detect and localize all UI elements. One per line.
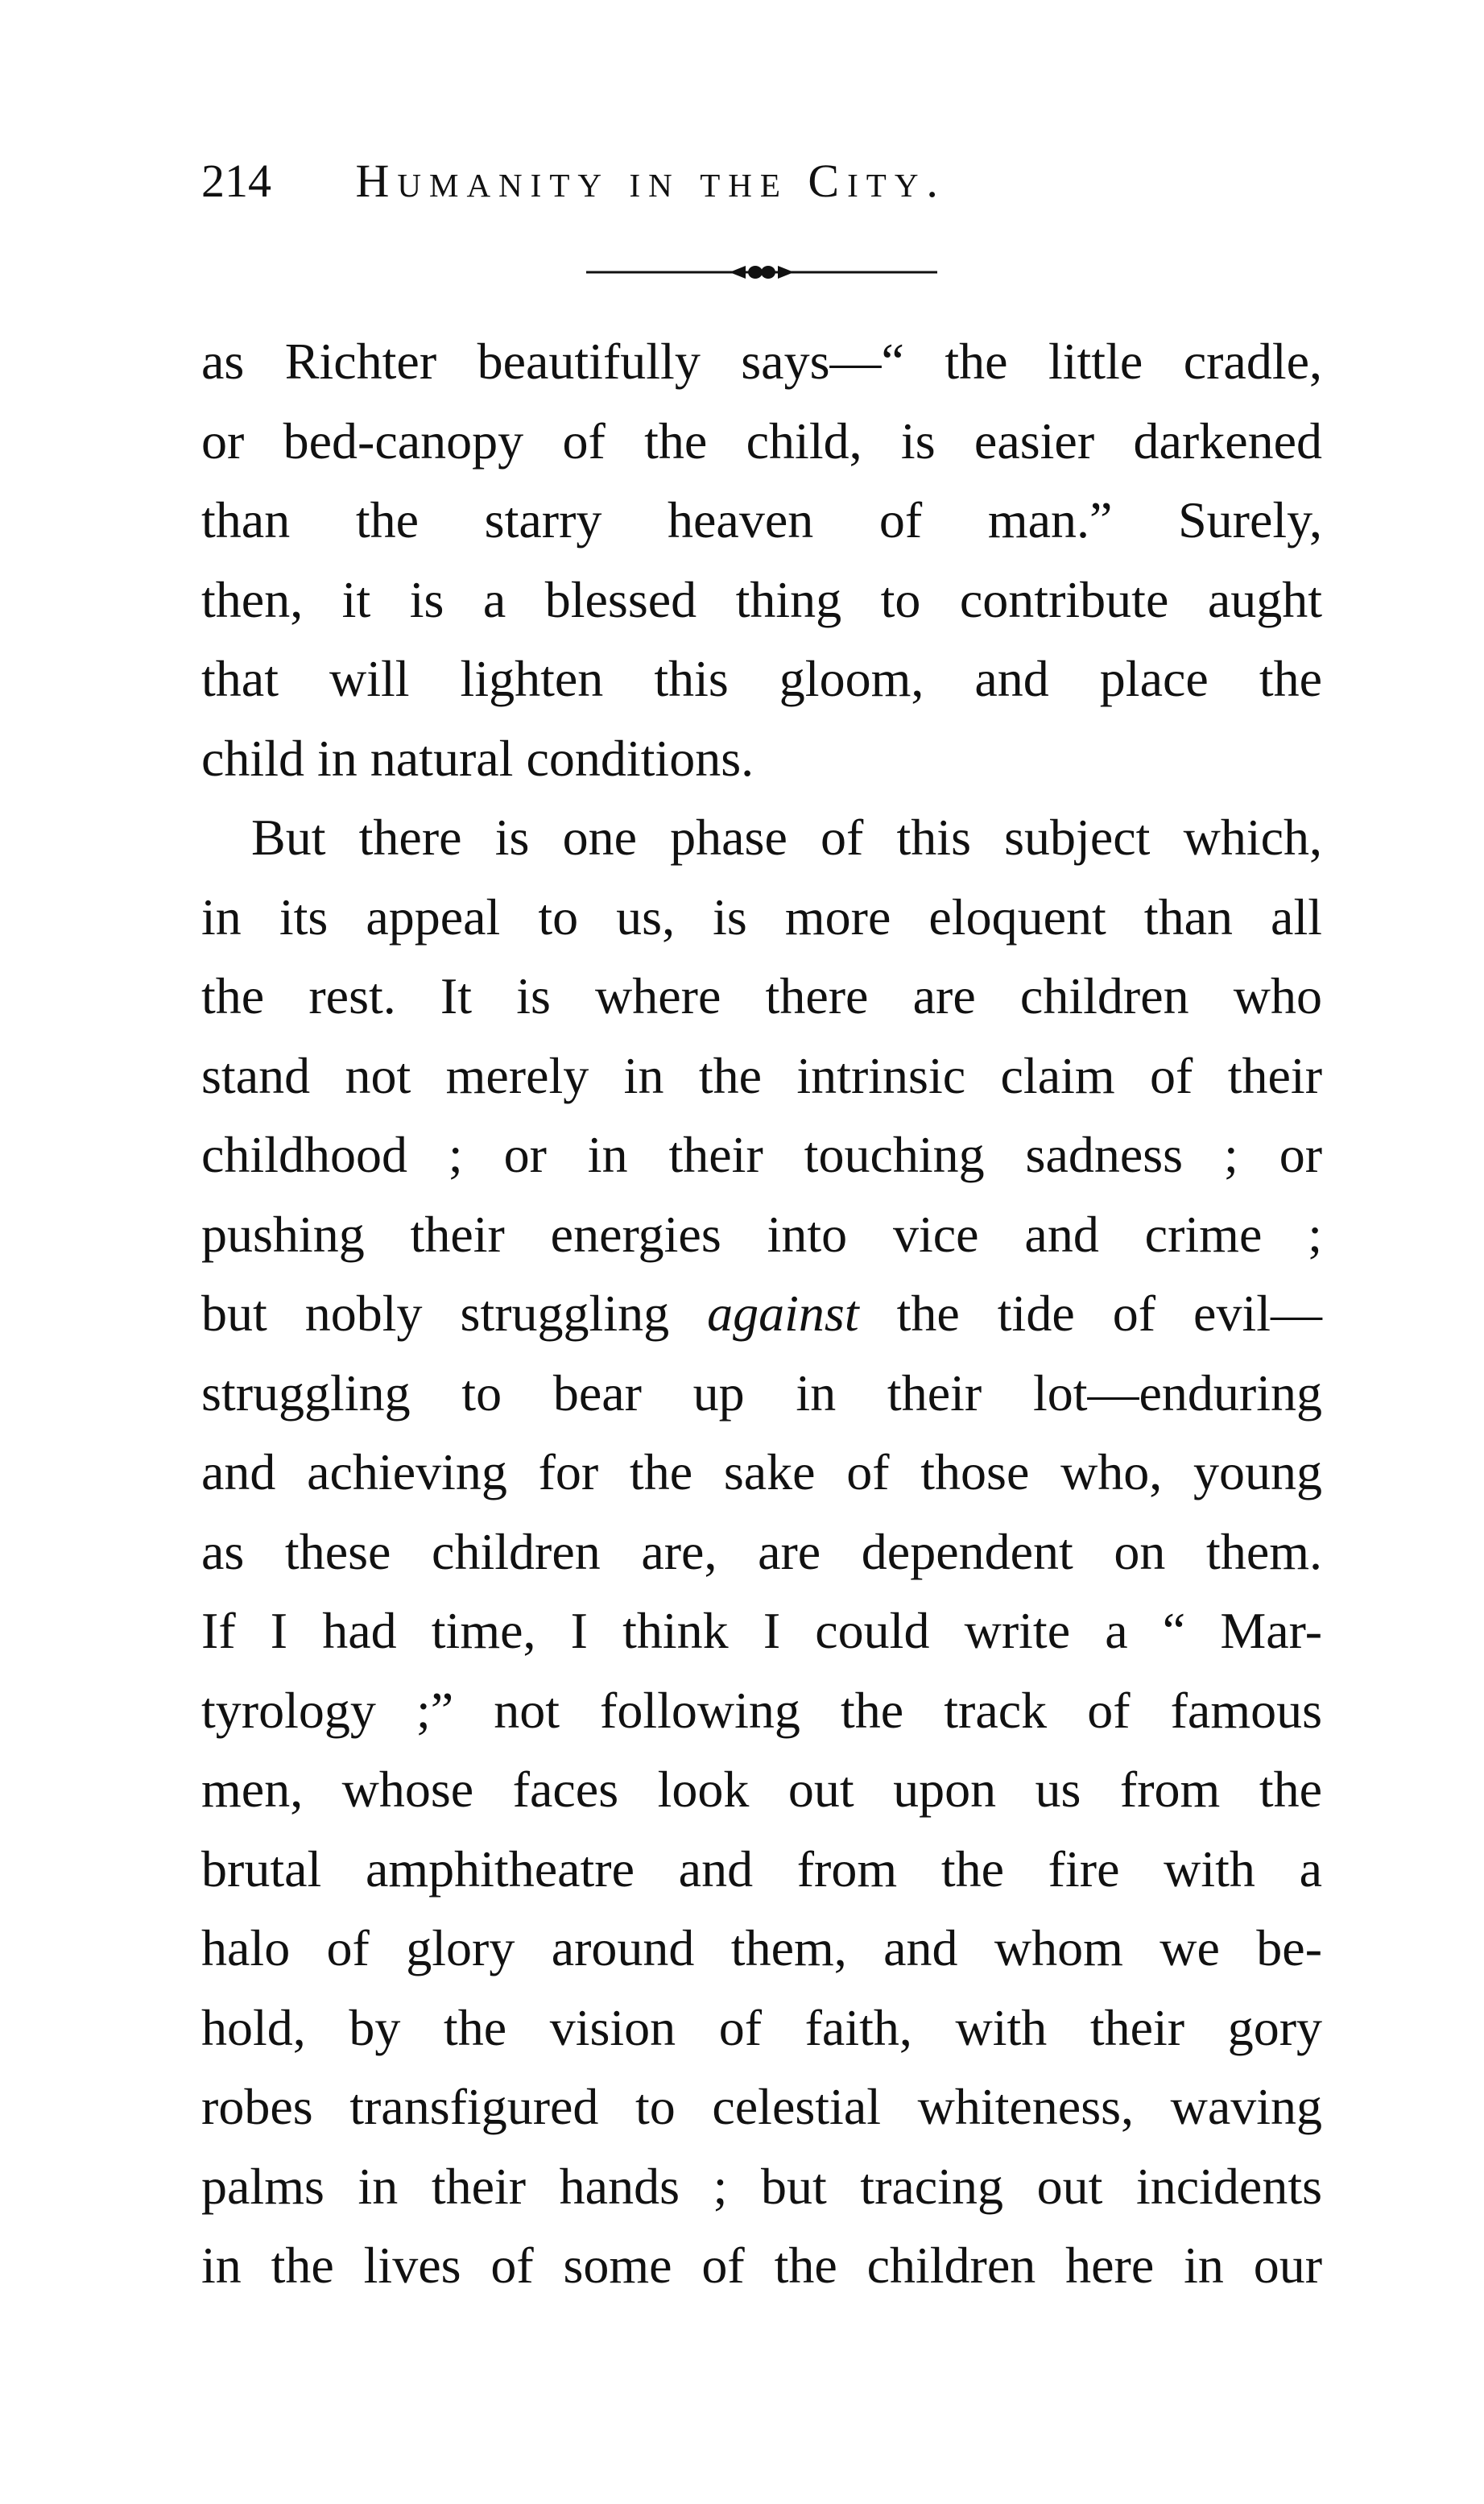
text-line: robes transfigured to celestial whiteness, waving [201,2078,1322,2135]
text-line: halo of glory around them, and whom we be- [201,1919,1322,1976]
text-line: then, it is a blessed thing to contribute aught [201,570,1322,628]
text-line: childhood ; or in their touching sadness ; or [201,1126,1322,1183]
running-title: Humanity in the City. [355,155,946,207]
text-line: as these children are, are dependent on them. [201,1522,1322,1580]
text-line: and achieving for the sake of those who, young [201,1443,1322,1500]
text-line: palms in their hands ; but tracing out incidents [201,2157,1322,2215]
text-line: But there is one phase of this subject which, [251,809,1322,866]
text-line: stand not merely in the intrinsic claim of their [201,1046,1322,1104]
text-line: brutal amphitheatre and from the fire with a [201,1840,1322,1898]
text-line: If I had time, I think I could write a “ Mar- [201,1602,1322,1659]
text-line: hold, by the vision of faith, with their gory [201,1998,1322,2056]
text-segment: but nobly struggling [201,1285,708,1342]
text-line: pushing their energies into vice and crime ; [201,1205,1322,1263]
text-line: or bed-canopy of the child, is easier darkened [201,412,1322,470]
emphasized-word: against [707,1285,859,1342]
rule-with-ornament-icon [586,256,937,288]
page-number: 214 [201,155,271,207]
text-line: the rest. It is where there are children who [201,967,1322,1024]
text-line: child in natural conditions. [201,729,754,787]
text-line: struggling to bear up in their lot—enduring [201,1364,1322,1422]
text-line: men, whose faces look out upon us from the [201,1761,1322,1818]
body-text [201,322,1322,2306]
text-line: in the lives of some of the children here in our [201,2237,1322,2294]
text-line: than the starry heaven of man.” Surely, [201,491,1322,548]
text-line: in its appeal to us, is more eloquent than all [201,888,1322,946]
text-segment: the tide of evil— [858,1285,1323,1342]
running-head [201,145,1329,217]
text-line-with-emphasis [201,1274,1322,1354]
text-line: as Richter beautifully says—“ the little cradle, [201,333,1322,390]
text-line: tyrology ;” not following the track of famous [201,1681,1322,1739]
text-line: that will lighten this gloom, and place the [201,650,1322,707]
